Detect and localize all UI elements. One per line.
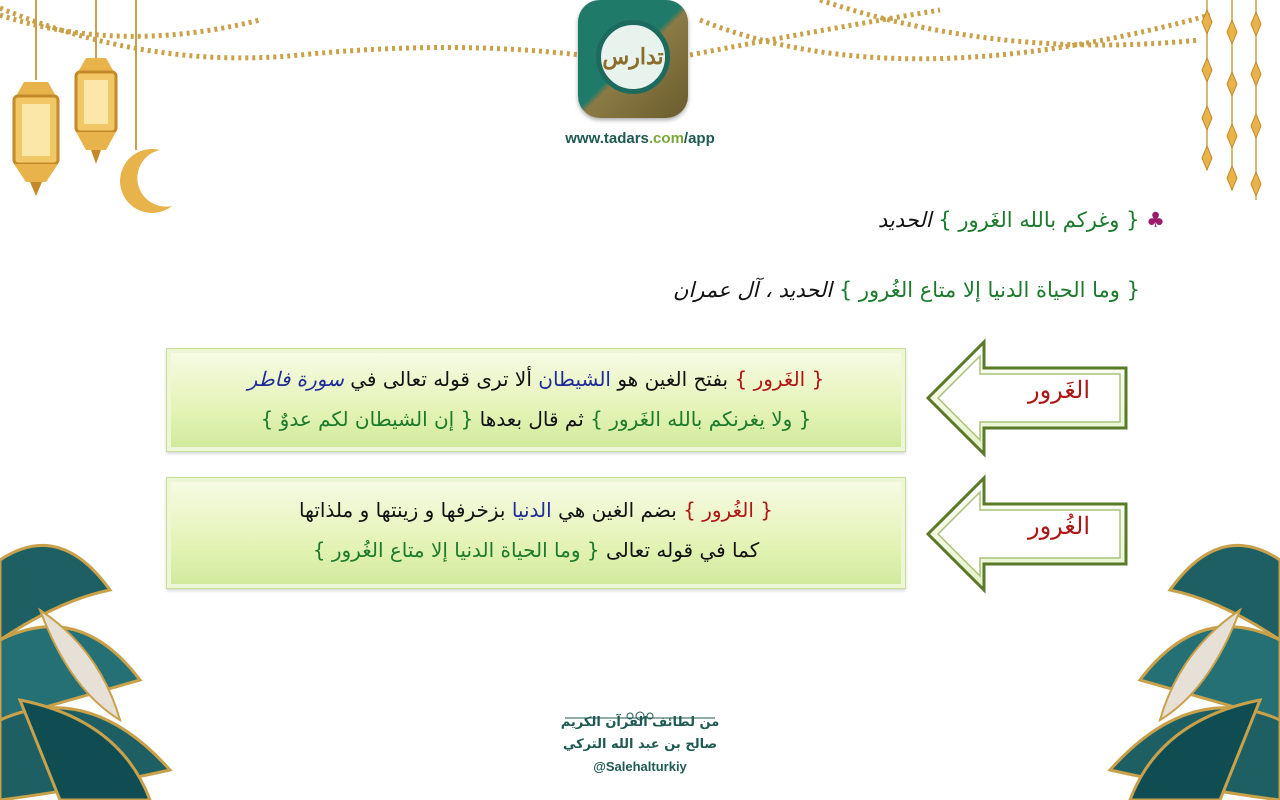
arrow-label-ghurur-damma xyxy=(924,474,1130,594)
logo-url[interactable]: www.tadars.com/app xyxy=(565,130,715,147)
verse-line-2 xyxy=(673,278,1140,302)
club-bullet-icon: ♣ xyxy=(1146,208,1165,232)
panel-line-2: كما في قوله تعالى { وما الحياة الدنيا إلا متاع الغُرور } xyxy=(312,538,760,562)
logo-calligraphy: تدارس xyxy=(596,20,670,94)
footer-series: من لطائف القرآن الكريم xyxy=(560,715,720,730)
arrow-label-ghurur-fatha xyxy=(924,338,1130,458)
verse-text: { وغركم بالله الغَرور } xyxy=(938,208,1140,232)
tadars-logo xyxy=(578,0,688,118)
footer-author: صالح بن عبد الله التركي xyxy=(562,737,718,752)
panel-line-1: { الغَرور } بفتح الغين هو الشيطان ألا ترى قوله تعالى في سورة فاطر xyxy=(247,367,825,391)
verse-line-1 xyxy=(878,208,1165,232)
floral-ornament-left xyxy=(0,545,170,800)
definition-panel-ghurur-fatha xyxy=(166,348,906,452)
arrow-label-text: الغُرور xyxy=(1028,512,1090,540)
verse-text: { وما الحياة الدنيا إلا متاع الغُرور } xyxy=(838,278,1140,302)
term: الغَرور xyxy=(753,367,806,391)
term: الغُرور xyxy=(702,498,754,522)
footer-credits xyxy=(540,712,740,778)
footer-handle[interactable]: @Salehalturkiy xyxy=(593,759,687,774)
hanging-ornaments-right xyxy=(1202,0,1261,200)
panel-line-1: { الغُرور } بضم الغين هي الدنيا بزخرفها و زينتها و ملذاتها xyxy=(299,498,773,522)
floral-ornament-right xyxy=(1110,545,1280,800)
definition-panel-ghurur-damma xyxy=(166,477,906,589)
sura-name: الحديد ، آل عمران xyxy=(673,278,833,302)
panel-line-2: { ولا يغرنكم بالله الغَرور } ثم قال بعدها { إن الشيطان لكم عدوٌ } xyxy=(260,407,812,431)
crescent-moon xyxy=(120,0,172,213)
lantern-left-2 xyxy=(76,0,116,164)
sura-name: الحديد xyxy=(877,208,932,232)
lantern-left-1 xyxy=(14,0,58,196)
arrow-label-text: الغَرور xyxy=(1028,376,1090,404)
